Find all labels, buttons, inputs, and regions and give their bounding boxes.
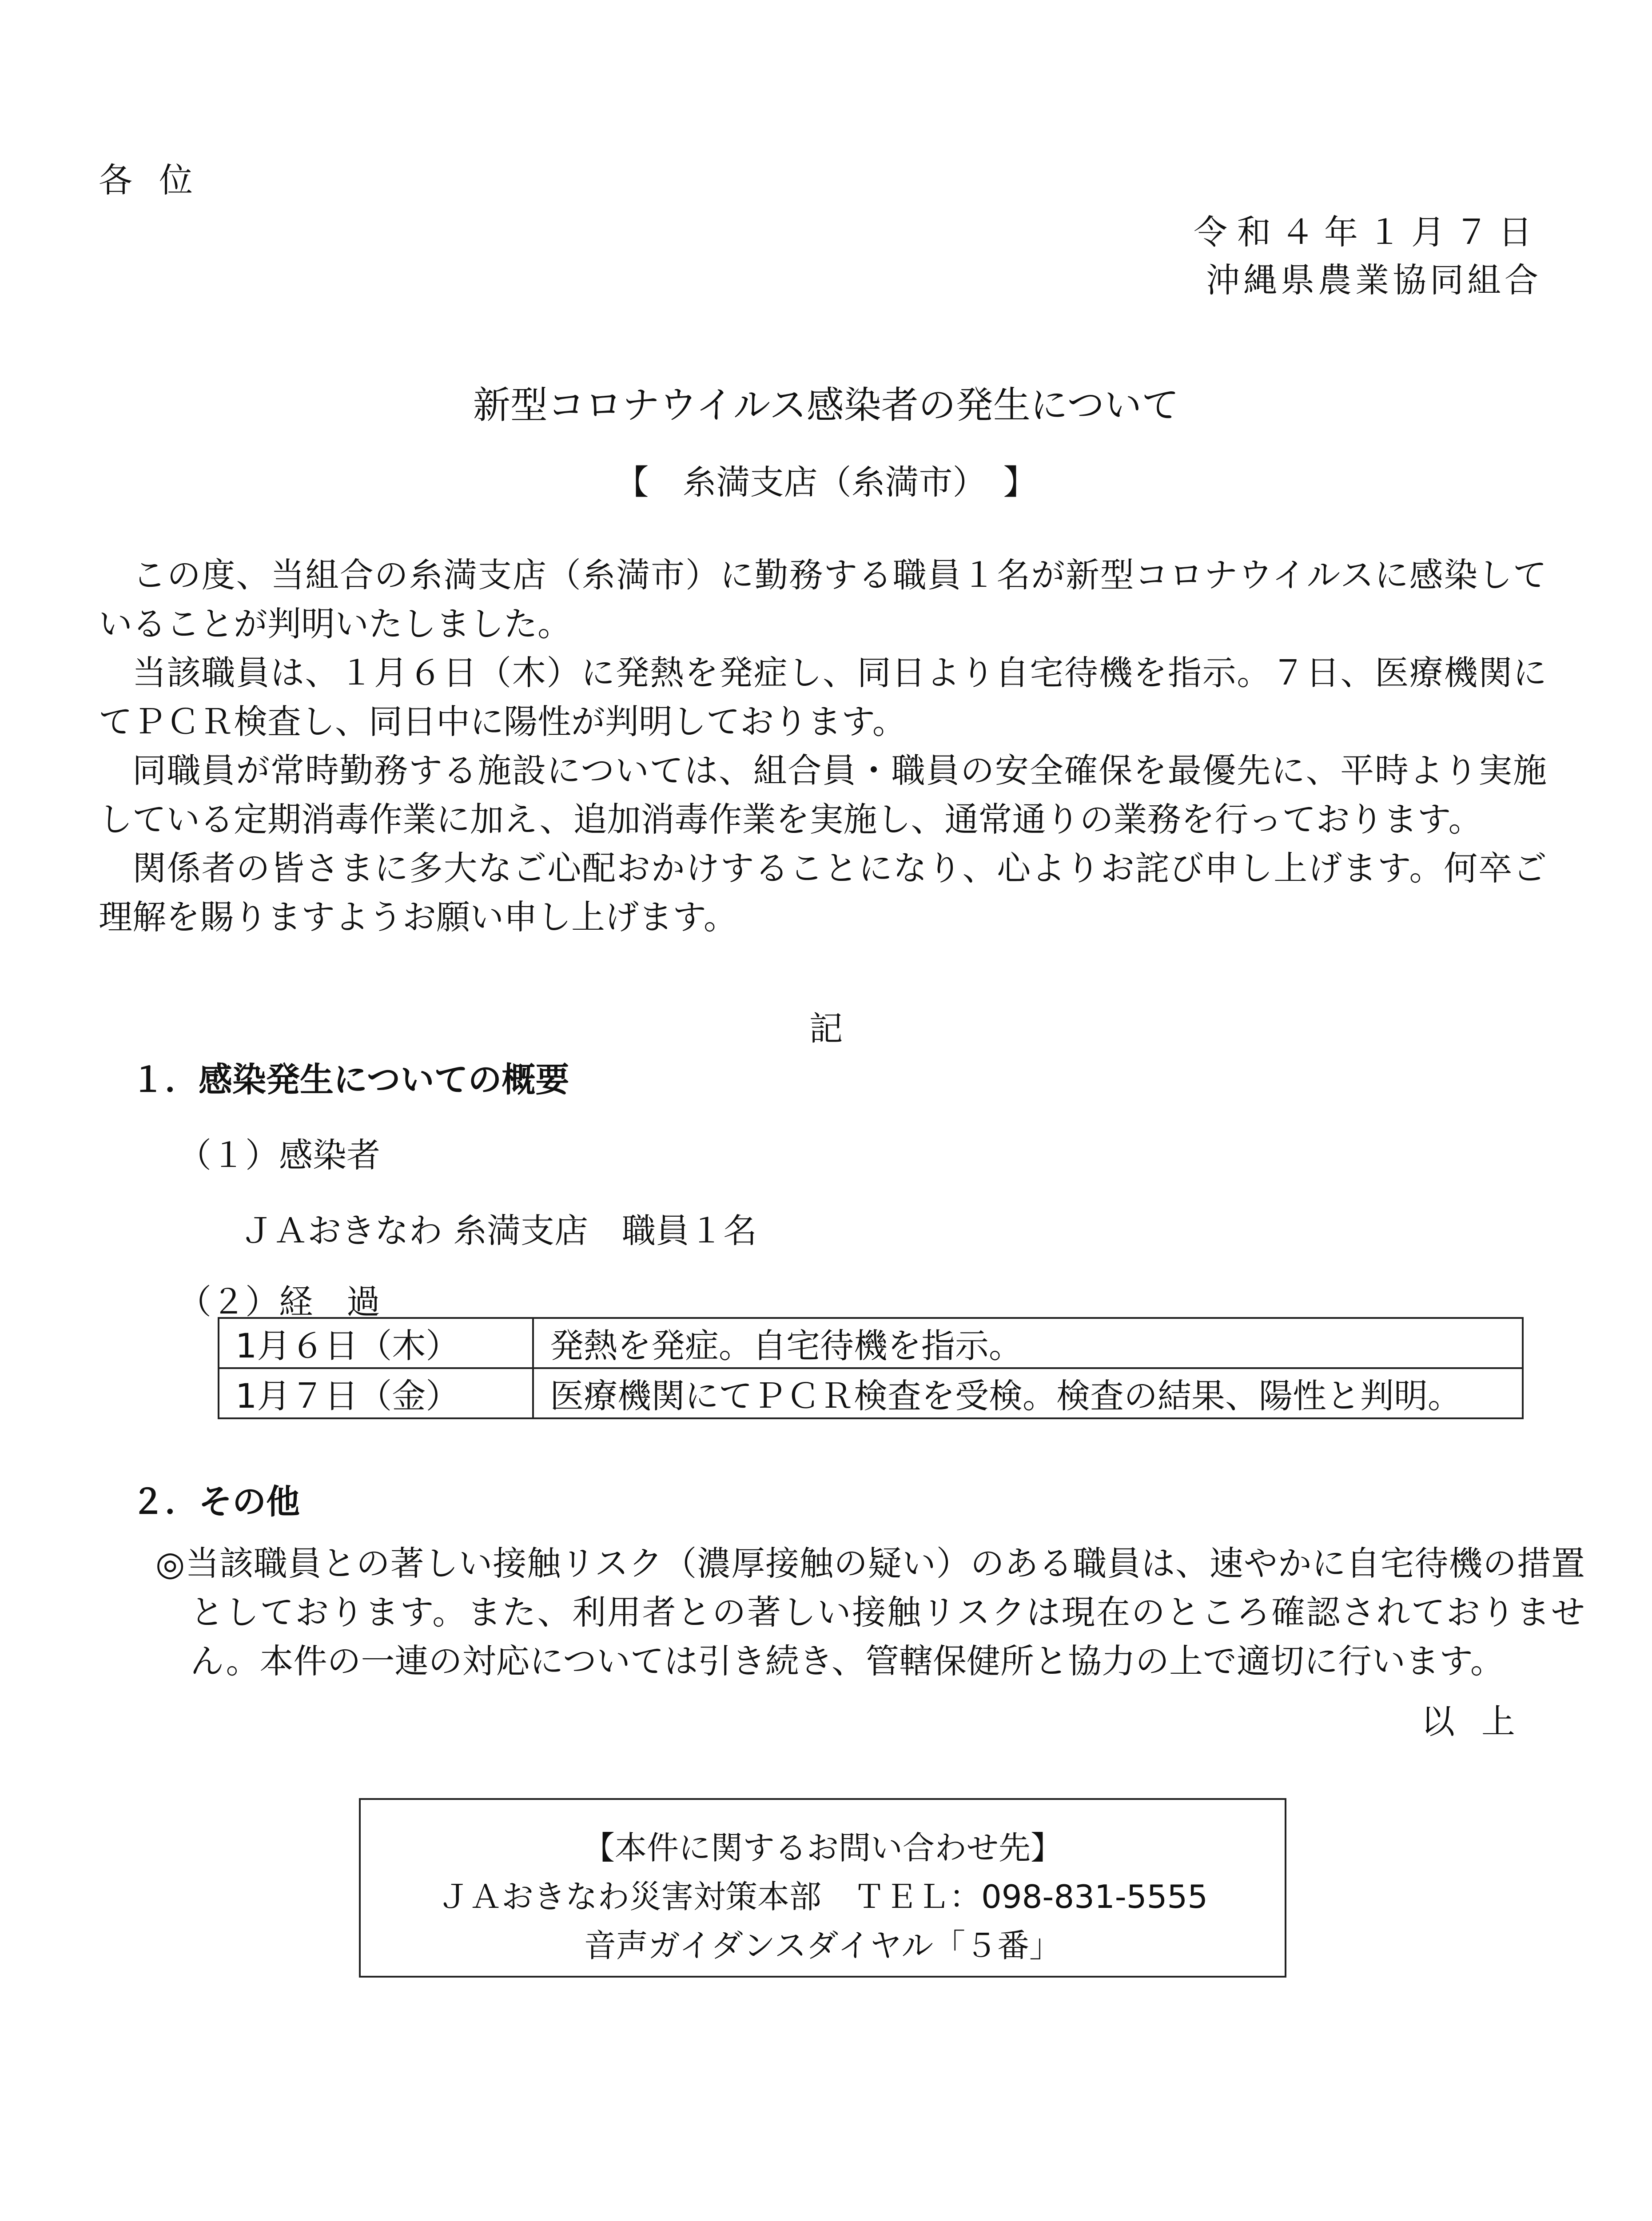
table-row bbox=[219, 1318, 1523, 1368]
section-2-heading: ２．その他 bbox=[131, 1482, 300, 1521]
timeline-date: 1月６日（木） bbox=[219, 1318, 533, 1368]
contact-heading: 【本件に関するお問い合わせ先】 bbox=[582, 1829, 1063, 1867]
body-paragraph: 関係者の皆さまに多大なご心配おかけすることになり、心よりお詫び申し上げます。何卒ご理解を賜りますようお願い申し上げます。 bbox=[99, 848, 1547, 937]
contact-box bbox=[359, 1798, 1286, 1978]
document-subtitle: 【 糸満支店（糸満市） 】 bbox=[615, 462, 1037, 502]
body-paragraph: 同職員が常時勤務する施設については、組合員・職員の安全確保を最優先に、平時より実施している定期消毒作業に加え、追加消毒作業を実施し、通常通りの業務を行っております。 bbox=[99, 751, 1547, 839]
timeline-event: 医療機関にてＰＣＲ検査を受検。検査の結果、陽性と判明。 bbox=[533, 1368, 1523, 1418]
timeline-date: 1月７日（金） bbox=[219, 1368, 533, 1418]
body-paragraph: 当該職員は、１月６日（木）に発熱を発症し、同日より自宅待機を指示。７日、医療機関にてＰＣＲ検査し、同日中に陽性が判明しております。 bbox=[99, 653, 1547, 741]
document-title: 新型コロナウイルス感染者の発生について bbox=[473, 383, 1179, 427]
issuing-organization: 沖縄県農業協同組合 bbox=[1206, 260, 1542, 300]
section-2-body: ◎当該職員との著しい接触リスク（濃厚接触の疑い）のある職員は、速やかに自宅待機の措置としております。また、利用者との著しい接触リスクは現在のところ確認されておりません。本件の一連の対応については引き続き、管轄保健所と協力の上で適切に行います。 bbox=[155, 1544, 1585, 1681]
contact-phone: ＪＡおきなわ災害対策本部 ＴＥＬ：098-831-5555 bbox=[437, 1878, 1208, 1915]
body-paragraph: この度、当組合の糸満支店（糸満市）に勤務する職員１名が新型コロナウイルスに感染していることが判明いたしました。 bbox=[99, 555, 1547, 644]
infected-detail: ＪＡおきなわ 糸満支店 職員１名 bbox=[240, 1211, 757, 1250]
issue-date: 令和４年１月７日 bbox=[1194, 212, 1542, 252]
infected-subheading: （１）感染者 bbox=[178, 1135, 380, 1175]
ki-marker: 記 bbox=[809, 1009, 843, 1048]
section-1-heading: １．感染発生についての概要 bbox=[131, 1060, 569, 1099]
timeline-table bbox=[218, 1317, 1524, 1419]
timeline-event: 発熱を発症。自宅待機を指示。 bbox=[533, 1318, 1523, 1368]
progress-subheading: （２）経 過 bbox=[178, 1282, 380, 1321]
closing-mark: 以上 bbox=[1421, 1702, 1542, 1741]
addressee: 各位 bbox=[99, 160, 219, 200]
table-row bbox=[219, 1368, 1523, 1418]
contact-dial-guidance: 音声ガイダンスダイヤル「５番」 bbox=[584, 1927, 1062, 1964]
